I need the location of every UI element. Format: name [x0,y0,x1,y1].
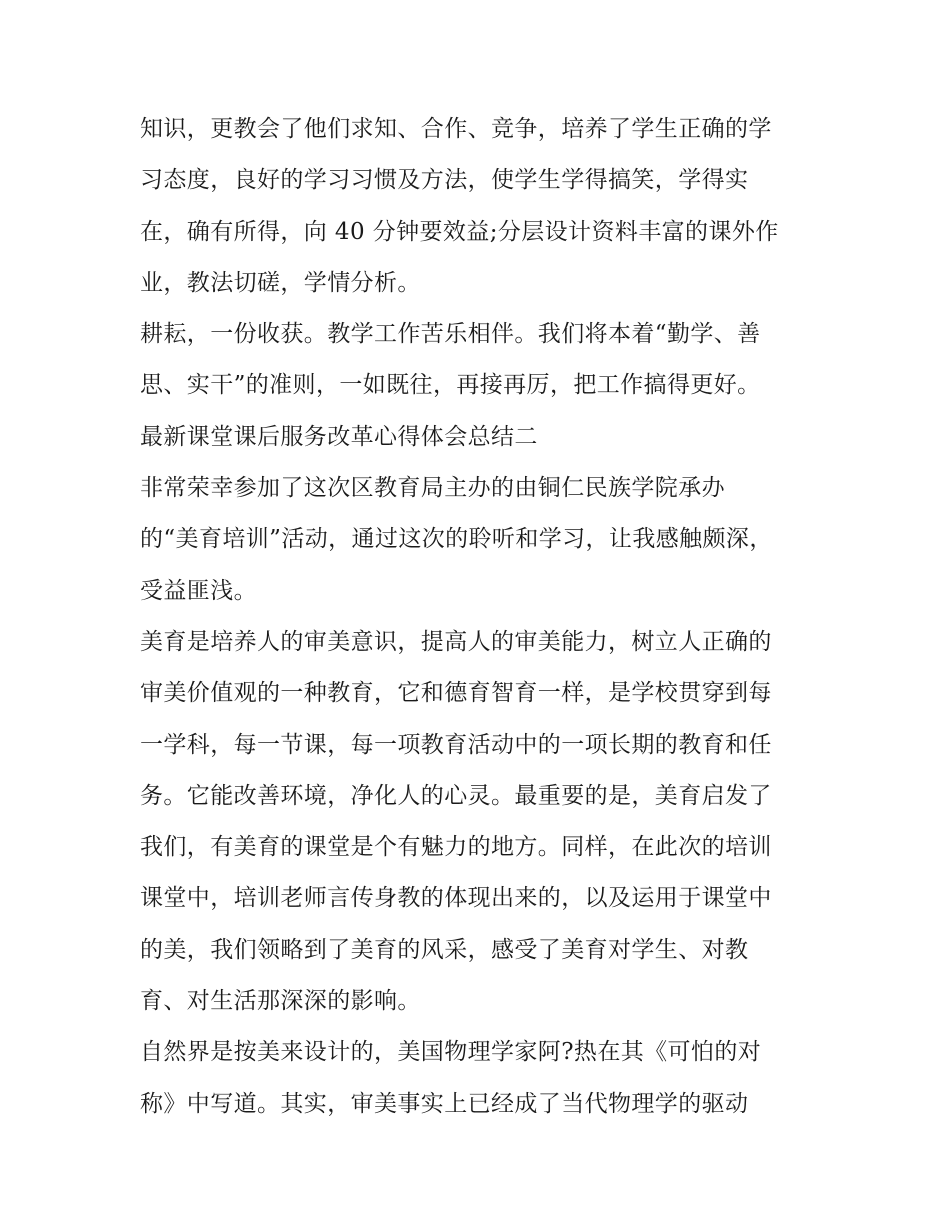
text-line-15: 我们，有美育的课堂是个有魅力的地方。同样，在此次的培训 [140,834,772,861]
text-line-17: 的美，我们领略到了美育的风采，感受了美育对学生、对教 [140,936,749,963]
text-line-11: 美育是培养人的审美意识，提高人的审美能力，树立人正确的 [140,628,772,655]
text-line-18: 育、对生活那深深的影响。 [140,988,421,1015]
text-line-4: 业，教法切磋，学情分析。 [140,269,421,296]
text-line-1: 知识，更教会了他们求知、合作、竞争，培养了学生正确的学 [140,116,772,142]
text-line-12: 审美价值观的一种教育，它和德育智育一样，是学校贯穿到每 [140,680,772,707]
text-line-6: 思、实干”的准则，一如既往，再接再厉，把工作搞得更好。 [140,372,761,399]
text-line-2: 习态度，良好的学习习惯及方法，使学生学得搞笑，学得实 [140,167,749,194]
text-line-13: 一学科，每一节课，每一项教育活动中的一项长期的教育和任 [140,731,772,758]
text-line-19: 自然界是按美来设计的，美国物理学家阿?热在其《可怕的对 [140,1039,762,1066]
text-line-16: 课堂中，培训老师言传身教的体现出来的，以及运用于课堂中 [140,885,772,912]
text-line-8: 非常荣幸参加了这次区教育局主办的由铜仁民族学院承办 [140,475,725,502]
text-line-20: 称》中写道。其实，审美事实上已经成了当代物理学的驱动 [140,1090,749,1117]
text-line-14: 务。它能改善环境，净化人的心灵。最重要的是，美育启发了 [140,782,772,809]
document-body [140,104,830,1130]
text-line-5: 耕耘，一份收获。教学工作苦乐相伴。我们将本着“勤学、善 [140,321,761,348]
text-line-3: 在，确有所得，向 40 分钟要效益;分层设计资料丰富的课外作 [140,218,779,245]
text-line-10: 受益匪浅。 [140,577,257,604]
section-heading: 最新课堂课后服务改革心得体会总结二 [140,423,538,450]
text-line-9: 的“美育培训”活动，通过这次的聆听和学习，让我感触颇深， [140,526,773,553]
